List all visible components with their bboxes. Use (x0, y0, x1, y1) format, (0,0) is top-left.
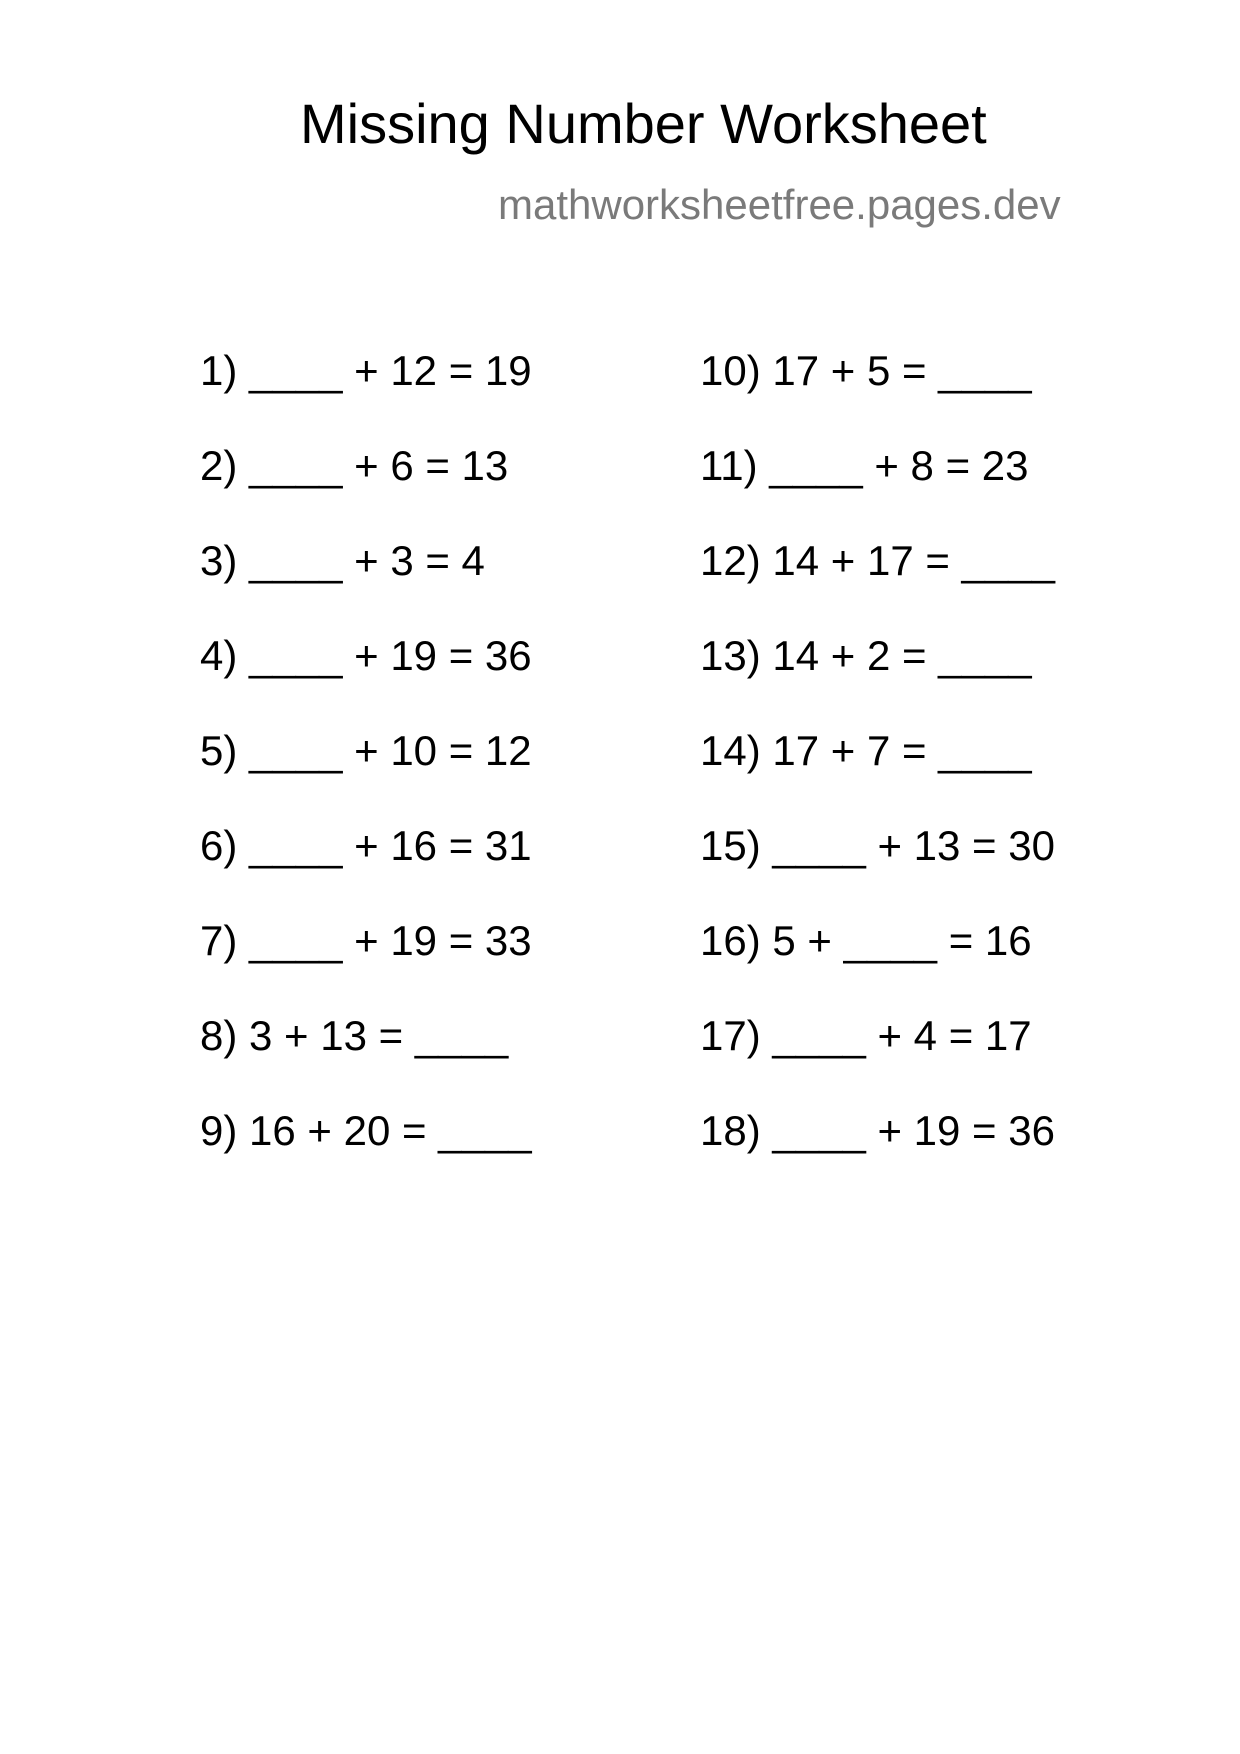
problems-column-left (200, 347, 532, 1205)
problem-1: 1) ____ + 12 = 19 (200, 347, 532, 394)
problem-4: 4) ____ + 19 = 36 (200, 632, 532, 679)
worksheet-source-url: mathworksheetfree.pages.dev (498, 181, 1061, 228)
problem-9: 9) 16 + 20 = ____ (200, 1107, 532, 1154)
problem-13: 13) 14 + 2 = ____ (700, 632, 1032, 679)
problem-6: 6) ____ + 16 = 31 (200, 822, 532, 869)
problem-11: 11) ____ + 8 = 23 (700, 442, 1029, 489)
problems-column-right (700, 347, 1055, 1205)
problem-12: 12) 14 + 17 = ____ (700, 537, 1055, 584)
problem-17: 17) ____ + 4 = 17 (700, 1012, 1032, 1059)
problem-8: 8) 3 + 13 = ____ (200, 1012, 509, 1059)
problem-14: 14) 17 + 7 = ____ (700, 727, 1032, 774)
problem-10: 10) 17 + 5 = ____ (700, 347, 1032, 394)
problem-15: 15) ____ + 13 = 30 (700, 822, 1055, 869)
problem-3: 3) ____ + 3 = 4 (200, 537, 485, 584)
problem-18: 18) ____ + 19 = 36 (700, 1107, 1055, 1154)
problem-16: 16) 5 + ____ = 16 (700, 917, 1032, 964)
problem-5: 5) ____ + 10 = 12 (200, 727, 532, 774)
problem-7: 7) ____ + 19 = 33 (200, 917, 532, 964)
worksheet-title: Missing Number Worksheet (300, 92, 987, 155)
problem-2: 2) ____ + 6 = 13 (200, 442, 509, 489)
